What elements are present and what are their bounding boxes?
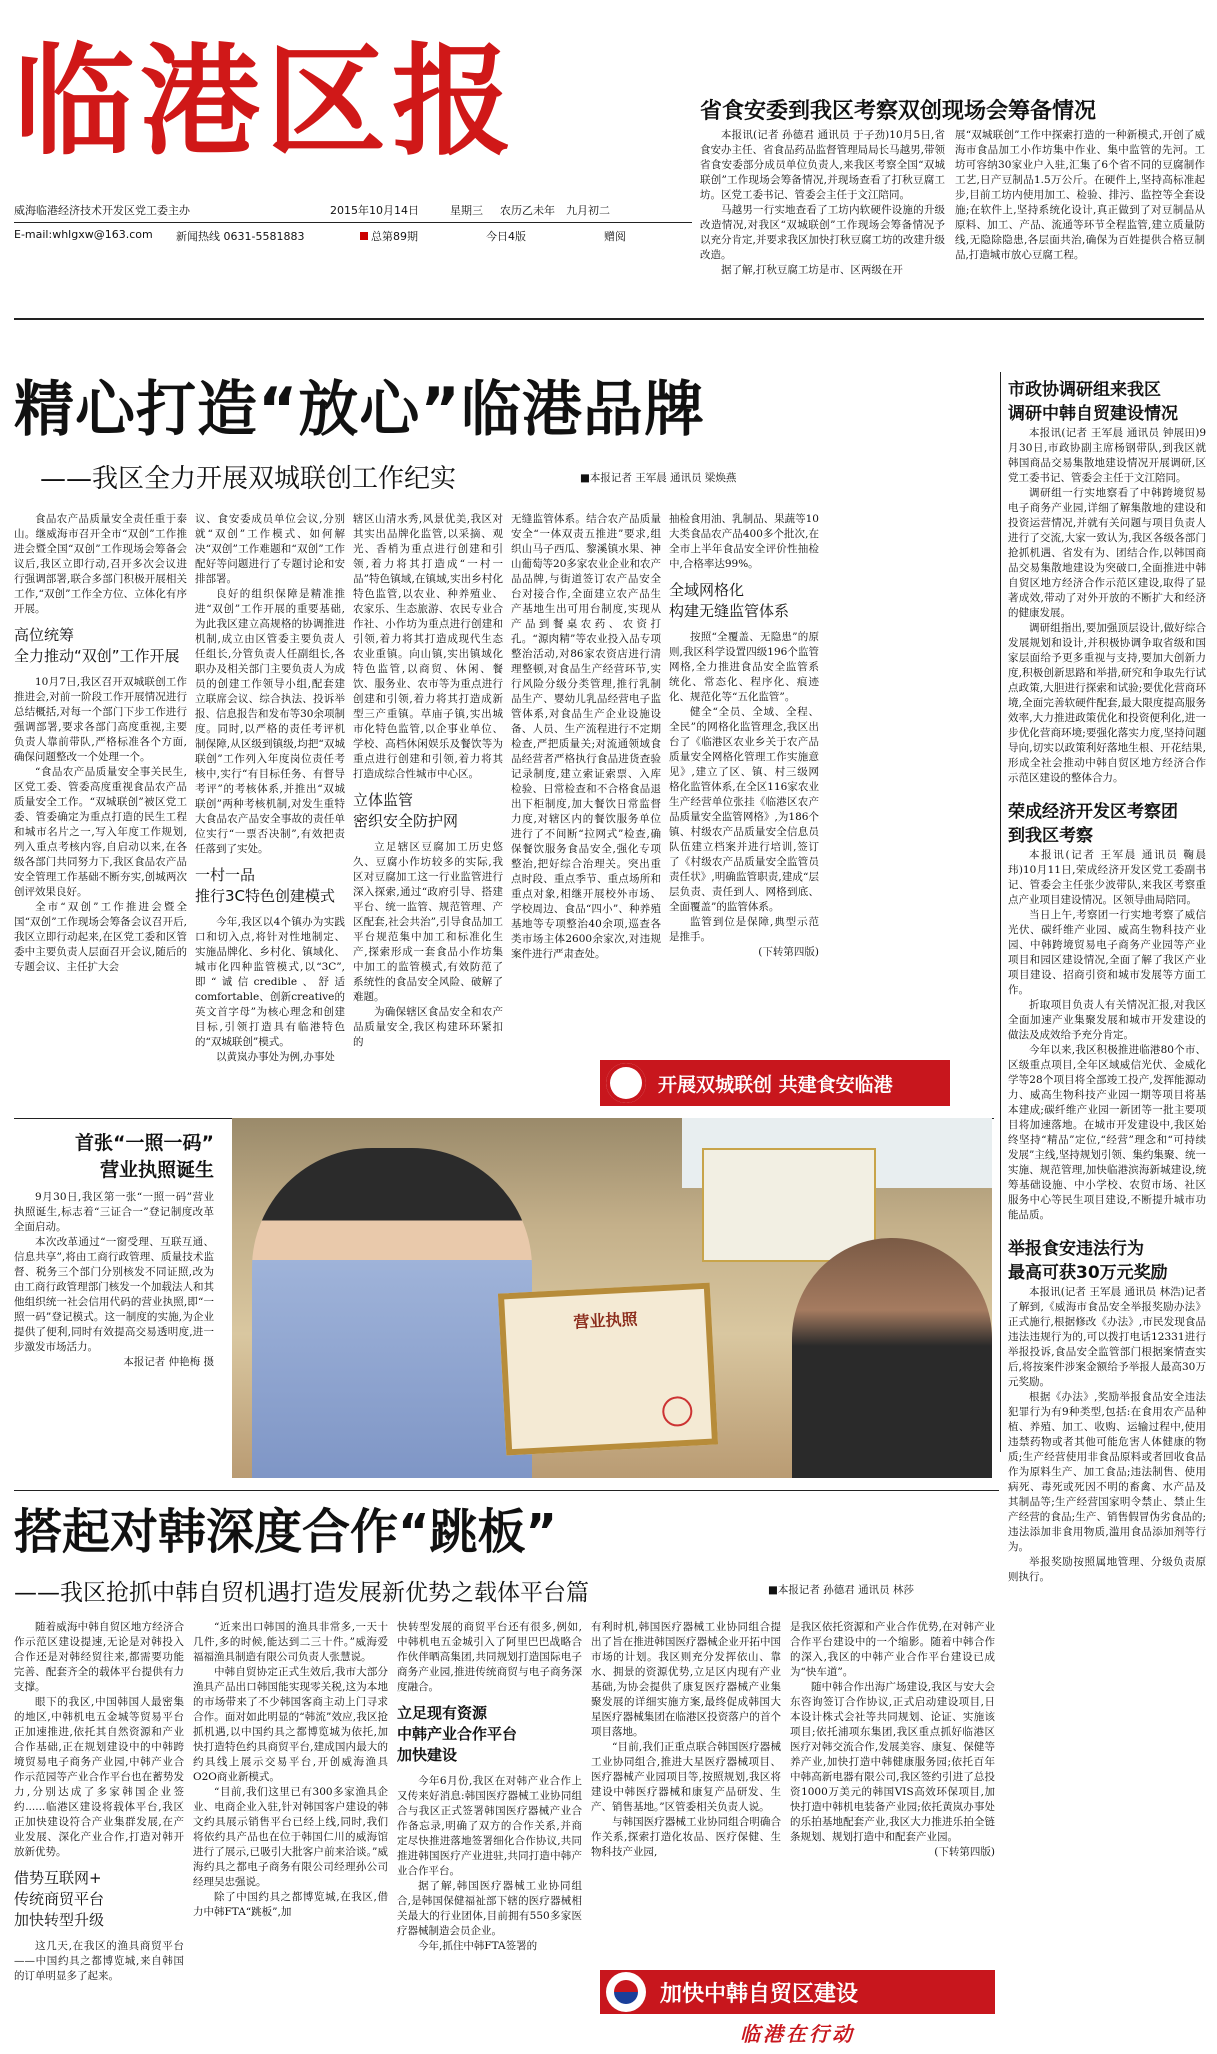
lead-c3p3: 为确保辖区食品安全和农产品质量安全,我区构建环环紧扣的: [353, 1006, 503, 1048]
lead-p3: “食品农产品质量安全事关民生,区党工委、管委高度重视食品农产品质量安全工作。“双城联创”被区党工委、管委确定为重点打造的民生工程和城市名片之一,写入年度工作规划,列入重点考核内容,自启动以来,在各级各部门共同努力下,我区食品农产品安全管理工作基础不断夯实,创城两次创评效果良好。: [14, 766, 187, 898]
lead-c5p1: 抽检食用油、乳制品、果蔬等10大类食品农产品400多个批次,在全市上半年食品安全评价性抽检中,合格率达99%。: [669, 513, 819, 570]
second-c3p1: 快转型发展的商贸平台还有很多,例如,中韩机电五金城引入了阿里巴巴战略合作伙伴晒高集团,共同规划打造国际电子商务产业园,推进传统商贸与电子商务深度融合。: [397, 1621, 582, 1693]
second-col2: [193, 1620, 388, 2045]
lead-subhead: ——我区全力开展双城联创工作纪实: [40, 464, 457, 494]
lead-section4: 全域网格化 构建无缝监管体系: [669, 581, 790, 620]
publisher: 威海临港经济技术开发区党工委主办: [14, 204, 190, 217]
lead-col2: [195, 512, 345, 1102]
second-c4p1: 有利时机,韩国医疗器械工业协同组合提出了旨在推进韩国医疗器械企业开拓中国市场的计划。我区则充分发挥依山、靠水、拥景的资源优势,立足区内现有产业基础,为协会提供了康复医疗器械产业集聚发展的详细实施方案,最终促成韩国大星医疗器械集团在临港区投资落户的首个项目落地。: [591, 1621, 781, 1738]
campaign-banner-2: [600, 1970, 995, 2014]
second-c2p4: 除了中国约具之都博览城,在我区,借力中韩FTA“跳板”,加: [193, 1891, 388, 1918]
second-c2p1: “近来出口韩国的渔具非常多,一天十几件,多的时候,能达到二三十件。”威海爱福福渔具制造有限公司负责人张慧说。: [193, 1621, 388, 1663]
lead-c3p1: 辖区山清水秀,风景优美,我区对其实出品牌化监管,以采摘、观光、香梢为重点进行创建和引领,着力将其打造成“一村一品”特色镇域,在镇域,实出乡村化特色监管,以农业、种养殖业、农家乐、生态旅游、农民专业合作社、小作坊为重点进行创建和引领,着力将其打造成现代生态农业重镇。向山镇,实出镇域化特色监管,以商贸、休闲、餐饮、服务业、农市等为重点进行创建和引领,着力将其打造成新型三产重镇。草庙子镇,实出城市化特色监管,以企事业单位、学校、高档休闲娱乐及餐饮等为重点进行创建和引领,着力将其打造成综合性城市中心区。: [353, 513, 503, 780]
top-story-col1: [700, 128, 945, 318]
right-p10: 举报奖励按照属地管理、分级负责原则执行。: [1008, 1556, 1206, 1583]
lead-headline: 精心打造“放心”临港品牌: [14, 375, 705, 445]
second-c4p3: 与韩国医疗器械工业协同组合明确合作关系,探索打造化妆品、医疗保健、生物科技产业园,: [591, 1816, 781, 1858]
lead-c5p2: 按照“全覆盖、无隐患”的原则,我区科学设置四级196个监管网格,全力推进食品安全监管系统化、常态化、程序化、痕迹化、规范化等“五化监管”。: [669, 631, 819, 703]
photo-officer-figure: [252, 1148, 532, 1478]
right-headline-3: 举报食安违法行为 最高可获30万元奖励: [1008, 1239, 1168, 1283]
second-c1p2: 眼下的我区,中国韩国人最密集的地区,中韩机电五金城等贸易平台正加速推进,依托其自然资源和产业合作基础,正在规划建设中的中韩跨境贸易电子商务产业园,中韩产业合作示范园等产业合作平台也在蓄势发力,分别达成了多家韩国企业签约......临港区建设将载体平台,我区正加快建设符合产业集群发展,在产业发展、深化产业合作,打造对韩开放新优势。: [14, 1696, 184, 1858]
issue-marker-icon: [360, 232, 368, 240]
header-divider: [14, 318, 1204, 320]
right-news-column: [1008, 378, 1206, 2028]
top-story-p3: 据了解,打秋豆腐工坊是市、区两级在开: [721, 264, 903, 276]
second-c3p2: 今年6月份,我区在对韩产业合作上又传来好消息:韩国医疗器械工业协同组合与我区正式签署韩国医疗器械产业合作备忘录,明确了双方的合作关系,并商定尽快推进落地签署细化合作协议,共同推进韩国医疗产业进驻,共同打造中韩产业合作平台。: [397, 1775, 582, 1877]
second-col3: [397, 1620, 582, 2045]
second-byline: ■本报记者 孙德君 通讯员 林莎: [768, 1584, 914, 1596]
second-c2p2: 中韩自贸协定正式生效后,我市大部分渔具产品出口韩国能实现零关税,这为本地的市场带来了不少韩国客商主动上门寻求合作。面对如此明显的“韩流”效应,我区抢抓机遇,以中国约具之都博览城为依托,加快打造特色约具商贸平台,建成国内最大的约具线上展示交易平台,开创威海渔具O2O商业新模式。: [193, 1666, 388, 1783]
campaign-banner-1: [600, 1060, 950, 1106]
lead-c5p4: 监管到位是保障,典型示范是推手。: [669, 916, 819, 943]
lead-col3: [353, 512, 503, 1102]
lead-c2p2: 良好的组织保障是精准推进“双创”工作开展的重要基础,为此我区建立高规格的协调推进机制,成立由区管委主要负责人任组长,分管负责人任副组长,各职办及相关部门主要负责人为成员的创建工作领导小组,配套建立联席会议、综合执法、投诉举报、信息报告和发布等30余项制度。同时,以严格的责任考评机制保障,从区级到镇级,均把“双城联创”工作列入年度岗位责任考核中,实行“有目标任务、有督导考评”的考核体系,并推出“双城联创”两种考核机制,对发生重特大食品农产品安全事故的责任单位实行“一票否决制”,有效把责任落到了实处。: [195, 588, 345, 855]
photo-caption-p1: 9月30日,我区第一张“一照一码”营业执照诞生,标志着“三证合一”登记制度改革全面启动。: [14, 1191, 214, 1233]
right-headline-1: 市政协调研组来我区 调研中韩自贸建设情况: [1008, 380, 1178, 424]
lead-c3p2: 立足辖区豆腐加工历史悠久、豆腐小作坊较多的实际,我区对豆腐加工这一行业监管进行深入探索,通过“政府引导、搭建平台、统一监管、规范管理、产区配套,社会共治”,引导食品加工平台规范集中加工和标准化生产,探索形成一套食品小作坊集中加工的监管模式,有效防范了系统性的食品安全风险、破解了难题。: [353, 841, 503, 1003]
lead-c2p4: 以黄岚办事处为例,办事处: [216, 1051, 335, 1063]
free-copy: 赠阅: [604, 230, 626, 243]
second-c1p1: 随着威海中韩自贸区地方经济合作示范区建设提速,无论是对韩投入合作还是对韩经贸往来,都需要功能完善、配套齐全的载体平台提供有力支撑。: [14, 1621, 184, 1693]
second-section1: 借势互联网+ 传统商贸平台 加快转型升级: [14, 1869, 105, 1929]
right-p5: 当日上午,考察团一行实地考察了威信光伏、碳纤维产业园、威高生物科技产业园、中韩跨境贸易电子商务产业园等产业项目和园区建设情况,全面了解了我区产业项目建设、招商引资和城市发展等方面工作。: [1008, 909, 1206, 996]
banner-2-slogan: 临港在行动: [740, 2022, 855, 2046]
right-p6: 折取项目负责人有关情况汇报,对我区全面加速产业集聚发展和城市开发建设的做法及成效给予充分肯定。: [1008, 999, 1206, 1041]
second-col5: [790, 1620, 995, 1965]
photo-man-figure: [792, 1238, 992, 1478]
photo-credit: 本报记者 仲艳梅 摄: [123, 1356, 214, 1368]
masthead-title: 临港区报: [14, 31, 518, 172]
second-c5p1: 是我区依托资源和产业合作优势,在对韩产业合作平台建设中的一个缩影。随着中韩合作的深入,我区的中韩产业合作平台建设已成为“快车道”。: [790, 1621, 995, 1678]
license-seal-icon: [662, 1396, 694, 1428]
right-p4: 本报讯(记者 王军晨 通讯员 鞠晨玮)10月11日,荣成经济开发区党工委副书记、管委会主任张少波带队,来我区考察重点产业项目建设情况。区领导曲局陪同。: [1008, 849, 1206, 906]
business-license: [498, 1283, 718, 1456]
lead-c2p1: 议、食安委成员单位会议,分别就“双创”工作模式、如何解决“双创”工作难题和“双创”工作配好等问题进行了专题讨论和安排部署。: [195, 513, 345, 585]
right-headline-2: 荣成经济开发区考察团 到我区考察: [1008, 802, 1178, 846]
korea-flag-red-half: [614, 1980, 638, 1992]
lunar-date: 农历乙未年 九月初二: [500, 204, 610, 217]
contact-email: E-mail:whlgxw@163.com: [14, 228, 153, 241]
second-section2: 立足现有资源 中韩产业合作平台 加快建设: [397, 1704, 518, 1764]
lead-p2: 10月7日,我区召开双城联创工作推进会,对前一阶段工作开展情况进行总结概括,对每一个部门下步工作进行强调部署,要求各部门高度重视,主要负责人靠前带队,严格标准各个方面,确保问题整改一个处理一个。: [14, 676, 187, 763]
lead-section2: 一村一品 推行3C特色创建模式: [195, 866, 336, 905]
second-c1p3: 这几天,在我区的渔具商贸平台——中国约具之都博览城,来自韩国的订单明显多了起来。: [14, 1940, 184, 1982]
lead-c2p3: 今年,我区以4个镇办为实践口和切入点,将针对性地制定、实施品牌化、乡村化、镇域化、城市化四种监管模式,以“3C”,即“诚信credible、舒适comfortable、创新creative的英文首字母”为核心理念和创建目标,引领打造具有临港特色的“双城联创”模式。: [195, 916, 345, 1048]
lead-c5p3: 健全“全员、全域、全程、全民”的网格化监管理念,我区出台了《临港区农业乡关于农产品质量安全网格化管理工作实施意见》,建立了区、镇、村三级网格化监管体系,在全区116家农业生产经营单位张挂《临港区农产品质量安全监管网格》,为186个镇、村级农产品质量安全信息员队伍建立档案并进行培训,签订了《村级农产品质量安全监管员责任状》,明确监管职责,建成“层层负责、责任到人、网格到底、全面覆盖”的监管体系。: [669, 706, 819, 913]
top-story-p4: 展“双城联创”工作中探索打造的一种新模式,开创了威海市食品加工小作坊集中作业、集中监管的先河。工坊可容纳30家业户入驻,汇集了6个省不同的豆腐制作工艺,日产豆制品1.5万公斤。在硬件上,坚持高标准起步,目前工坊内使用加工、检验、排污、监控等全套设施;在软件上,坚持系统化设计,真正做到了对豆制品从原料、加工、产品、流通等环节全程监管,建立质量防线,无隐除隐患,各层面共治,确保为百姓提供合格豆制品,打造城市放心豆腐工程。: [955, 129, 1205, 261]
top-story-p1: 本报讯(记者 孙德君 通讯员 于子劲)10月5日,省食安办主任、省食品药品监督管理局局长马越男,带领省食安委部分成员单位负责人,来我区考察全国“双城联创”工作现场会筹备情况,并现场查看了打秋豆腐工坊。区党工委书记、管委会主任于文江陪同。: [700, 129, 945, 201]
page-count: 今日4版: [486, 230, 526, 243]
second-c2p3: “目前,我们这里已有300多家渔具企业、电商企业入驻,针对韩国客户建设的韩文约具展示销售平台已经上线,同时,我们将依约具产品也在位于韩国仁川的威海馆进行了展示,已吸引大批客户前来洽谈。”威海约具之都电子商务有限公司经理孙公司经理吴忠强说。: [193, 1786, 388, 1888]
top-story-p2: 马越男一行实地查看了工坊内软硬件设施的升级改造情况,对我区“双城联创”工作现场会筹备情况予以充分肯定,并要求我区加快打秋豆腐工坊的改建升级改造。: [700, 204, 945, 261]
lead-c4p1: 无缝监管体系。结合农产品质量安全“一体双责五推进”要求,组织山马子西瓜、黎溪镇水果、神山葡萄等20多家农业企业和农产品品牌,与街道签订农产品安全台对接合作,全面建立农产品生产基地生出可用台制度,实现从产品到餐桌农药、农资打孔。“源肉精”等农业投入品专项整治活动,对86家农资店进行清理整顿,对食品生产经营环节,实行风险分级分类管理,推行乳制品生产、婴幼儿乳品经营电子监管体系,对食品生产企业设施设备、人员、生产流程进行不定期检查,严把质量关;对流通领域食品经营者严格执行食品进货查验记录制度,建立索证索票、入库检验、日常检查和不合格食品退出下柜制度,加大餐饮日常监督力度,对辖区内的餐饮服务单位进行了不间断“拉网式”检查,确保餐饮服务食品安全,强化专项整治,把好综合治理关。突出重点时段、重点季节、重点场所和重点对象,相继开展校外市场、学校周边、食品“四小”、种养殖基地等专项整治40余项,巡查各类市场主体2600余家次,对违规案件进行严肃查处。: [511, 513, 661, 960]
right-p1: 本报讯(记者 王军晨 通讯员 钟展田)9月30日,市政协副主席杨钢带队,到我区就韩国商品交易集散地建设情况开展调研,区党工委书记、管委会主任于文江陪同。: [1008, 427, 1206, 484]
lead-col1: [14, 512, 187, 1102]
license-title: 营业执照: [572, 1309, 638, 1332]
second-c3p3: 据了解,韩国医疗器械工业协同组合,是韩国保健福祉部下辖的医疗器械相关最大的行业团体,目前拥有550多家医疗器械制造会员企业。: [397, 1880, 582, 1937]
top-story-headline: 省食安委到我区考察双创现场会筹备情况: [700, 99, 1097, 124]
banner-2-text: 加快中韩自贸区建设: [660, 1981, 859, 2007]
photo-wall-board: [702, 1148, 876, 1262]
right-p8: 本报讯(记者 王军晨 通讯员 林浩)记者了解到,《威海市食品安全举报奖励办法》正式施行,根据修改《办法》,市民发现食品违法违规行为的,可以拨打电话12331进行举报投诉,食品安全监管部门根据案情查实后,将按案件涉案金额给予举报人最高30万元奖励。: [1008, 1286, 1206, 1388]
second-c5p2: 随中韩合作出海广场建设,我区与安大会东咨询签订合作协议,正式启动建设项目,日本设计株式会社等共同规划、论证、实施该项目;依托浦项东集团,我区重点抓好临港区医疗对韩交流合作,发展美容、康复、保健等养产业,加快打造中韩健康服务园;依托百年中韩高新电器有限公司,我区签约引进了总投资1000万美元的韩国VIS高效环保项目,加快打造中韩机电装备产业园;依托黄岚办事处的乐拍基地配套产业,我区大力推进乐拍全链条规划、规划打造中和配套产业园。: [790, 1681, 995, 1843]
second-col4: [591, 1620, 781, 1965]
second-story-rule: [14, 1490, 999, 1491]
right-column-divider: [1000, 372, 1001, 1452]
right-p2: 调研组一行实地察看了中韩跨境贸易电子商务产业园,详细了解集散地的建设和投资运营情况,并就有关问题与项目负责人进行了交流,大家一致认为,我区各级各部门抢抓机遇、省发有为、团结合作,以韩国商品交易集散地建设为突破口,全面推进中韩自贸区地方经济合作示范区建设,取得了显著成效,带动了对外开放的不断扩大和经济的健康发展。: [1008, 487, 1206, 619]
shield-emblem-icon: [606, 1063, 646, 1103]
photo-caption-box: [14, 1130, 214, 1460]
lead-p4: 全市“双创”工作推进会暨全国“双创”工作现场会筹备会议召开后,我区立即行动起来,在区党工委和区管委中主要负责人层面召开会议,随后的专题会议、主任扩大会: [14, 901, 187, 973]
right-p3: 调研组指出,要加强顶层设计,做好综合发展规划和设计,并积极协调争取省级和国家层面给予更多重视与支持,要加大创新力度,积极创新思路和举措,研究和争取先行试点政策,大胆进行探索和试验;要优化营商环境,全面完善软硬件配套,最大限度提高服务效率,大力推进政策优化和投资便利化,进一步优化营商环境;要强化落实力度,坚持问题导向,切实以政策利好落地生根、开花结果,形成全社会推动中韩自贸区地方经济合作示范区建设的整体合力。: [1008, 622, 1206, 784]
banner-1-text: 开展双城联创 共建食安临港: [658, 1073, 893, 1096]
second-c3p4: 今年,抓住中韩FTA签署的: [418, 1940, 538, 1952]
second-c4p2: “目前,我们正重点联合韩国医疗器械工业协同组合,推进大星医疗器械项目、医疗器械产业园项目等,按照规划,我区将建设中韩医疗器械和康复产品研发、生产、销售基地。”区管委相关负责人说。: [591, 1741, 781, 1813]
right-p9: 根据《办法》,奖励举报食品安全违法犯罪行为有9种类型,包括:在食用农产品种植、养殖、加工、收购、运输过程中,使用违禁药物或者其他可能危害人体健康的物质;生产经营使用非食品原料或者回收食品作为原料生产、加工食品;违法制售、使用病死、毒死或死因不明的畜禽、水产品及其制品等;生产经营国家明令禁止、禁止生产经营的食品;生产、销售假冒伪劣食品的;违法添加非食用物质,滥用食品添加剂等行为。: [1008, 1391, 1206, 1553]
lead-col5: [669, 512, 819, 1042]
masthead-rule: [14, 222, 692, 223]
korea-flag-icon: [606, 1972, 646, 2012]
photo-caption-p2: 本次改革通过“一窗受理、互联互通、信息共享”,将由工商行政管理、质量技术监督、税务三个部门分别核发不同证照,改为由工商行政管理部门核发一个加载法人和其他组织统一社会信用代码的营业执照,即“一照一码”登记模式。这一制度的实施,为企业提供了便利,同时有效提高交易透明度,进一步激发市场活力。: [14, 1236, 214, 1353]
issue-number-text: 总第89期: [371, 230, 418, 243]
lead-byline: ■本报记者 王军晨 通讯员 梁焕燕: [580, 472, 737, 484]
lead-col4: [511, 512, 661, 1042]
second-subhead: ——我区抢抓中韩自贸机遇打造发展新优势之载体平台篇: [14, 1580, 589, 1606]
news-hotline: 新闻热线 0631-5581883: [176, 230, 305, 243]
lead-section3: 立体监管 密织安全防护网: [353, 791, 459, 830]
issue-date: 2015年10月14日: [330, 204, 419, 217]
second-headline: 搭起对韩深度合作“跳板”: [14, 1504, 558, 1560]
lead-section1: 高位统筹 全力推动“双创”工作开展: [14, 626, 180, 665]
lead-p1: 食品农产品质量安全责任重于泰山。继威海市召开全市“双创”工作推进会暨全国“双创”工作现场会筹备会议后,我区立即行动,召开多次会议进行强调部署,联合多部门积极开展相关工作,“双创”工作全方位、立体化有序开展。: [14, 513, 187, 615]
top-story-col2: [955, 128, 1205, 318]
lead-continued: (下转第四版): [758, 946, 819, 958]
photo-caption-headline: 首张“一照一码” 营业执照诞生: [75, 1132, 214, 1181]
second-continued: (下转第四版): [934, 1846, 995, 1858]
second-col1: [14, 1620, 184, 2045]
korea-flag-blue-half: [614, 1992, 638, 2004]
right-p7: 今年以来,我区积极推进临港80个市、区级重点项目,全年区域威信光伏、金威化学等28个项目将全部竣工投产,发挥能源动力、威高生物科技产业园一期等项目将基本建成;碳纤维产业园一新团等一批主要项目将加速落地。在城市开发建设中,我区始终坚持“精品”定位,“经营”理念和“可持续发展”主线,坚持规划引领、集约集聚、统一实施、规范管理,加快临港滨海新城建设,统筹基础设施、中小学校、农贸市场、社区服务中心等民生项目建设,不断提升城市功能品质。: [1008, 1044, 1206, 1221]
issue-number: [360, 228, 418, 244]
weekday: 星期三: [450, 204, 483, 217]
news-photo: [232, 1118, 992, 1478]
